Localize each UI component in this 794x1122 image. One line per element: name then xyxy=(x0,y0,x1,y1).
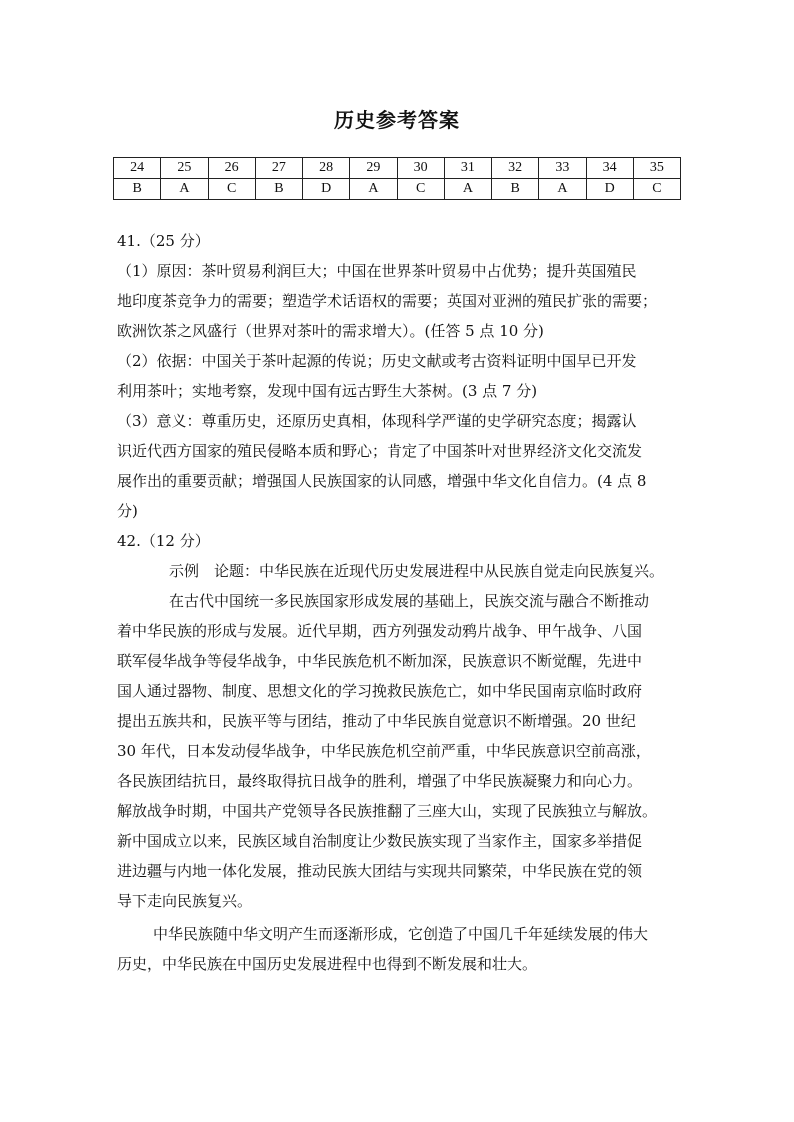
answer-cell: B xyxy=(492,179,539,200)
question-number-cell: 33 xyxy=(539,158,586,179)
question-number-cell: 31 xyxy=(444,158,491,179)
q42-conclusion-line: 历史，中华民族在中国历史发展进程中也得到不断发展和壮大。 xyxy=(117,955,538,973)
q42-essay-line: 导下走向民族复兴。 xyxy=(117,892,253,910)
question-number-cell: 24 xyxy=(114,158,161,179)
answer-cell: D xyxy=(303,179,350,200)
q41-part3-line: 展作出的重要贡献；增强国人民族国家的认同感，增强中华文化自信力。(4 点 8 xyxy=(117,472,647,490)
answer-cell: C xyxy=(208,179,255,200)
q42-essay-line: 解放战争时期，中国共产党领导各民族推翻了三座大山，实现了民族独立与解放。 xyxy=(117,802,658,820)
q42-essay-line: 提出五族共和，民族平等与团结，推动了中华民族自觉意识不断增强。20 世纪 xyxy=(117,712,636,730)
q42-topic-line: 示例 论题：中华民族在近现代历史发展进程中从民族自觉走向民族复兴。 xyxy=(169,562,665,580)
q42-essay-line: 各民族团结抗日，最终取得抗日战争的胜利，增强了中华民族凝聚力和向心力。 xyxy=(117,772,643,790)
answer-cell: A xyxy=(539,179,586,200)
answer-cell: B xyxy=(255,179,302,200)
q41-part2-line: （2）依据：中国关于茶叶起源的传说；历史文献或考古资料证明中国早已开发 xyxy=(117,352,637,370)
q42-heading: 42.（12 分） xyxy=(117,532,210,550)
question-number-cell: 26 xyxy=(208,158,255,179)
q42-essay-line: 30 年代，日本发动侵华战争，中华民族危机空前严重，中华民族意识空前高涨， xyxy=(117,742,651,760)
q41-part3-line: 识近代西方国家的殖民侵略本质和野心；肯定了中国茶叶对世界经济文化交流发 xyxy=(117,442,643,460)
q41-part1-line: （1）原因：茶叶贸易利润巨大；中国在世界茶叶贸易中占优势；提升英国殖民 xyxy=(117,262,637,280)
q42-essay-line: 新中国成立以来，民族区域自治制度让少数民族实现了当家作主，国家多举措促 xyxy=(117,832,643,850)
q42-essay-line: 国人通过器物、制度、思想文化的学习挽救民族危亡，如中华民国南京临时政府 xyxy=(117,682,643,700)
answer-cell: D xyxy=(586,179,633,200)
q42-essay-line: 在古代中国统一多民族国家形成发展的基础上，民族交流与融合不断推动 xyxy=(169,592,650,610)
answer-cell: A xyxy=(444,179,491,200)
answer-cell: C xyxy=(633,179,680,200)
page-title: 历史参考答案 xyxy=(334,108,460,132)
q41-part2-line: 利用茶叶；实地考察，发现中国有远古野生大茶树。(3 点 7 分) xyxy=(117,382,538,400)
question-number-cell: 28 xyxy=(303,158,350,179)
question-number-cell: 29 xyxy=(350,158,397,179)
q42-essay-line: 联军侵华战争等侵华战争，中华民族危机不断加深，民族意识不断觉醒，先进中 xyxy=(117,652,643,670)
answer-cell: C xyxy=(397,179,444,200)
answer-body xyxy=(117,226,687,979)
question-number-cell: 27 xyxy=(255,158,302,179)
question-number-cell: 35 xyxy=(633,158,680,179)
q41-part3-line: 分) xyxy=(117,502,138,520)
answer-cell: A xyxy=(161,179,208,200)
q41-part1-line: 地印度茶竞争力的需要；塑造学术话语权的需要；英国对亚洲的殖民扩张的需要； xyxy=(117,292,658,310)
question-number-cell: 34 xyxy=(586,158,633,179)
question-number-cell: 30 xyxy=(397,158,444,179)
q42-essay-line: 进边疆与内地一体化发展，推动民族大团结与实现共同繁荣，中华民族在党的领 xyxy=(117,862,643,880)
answer-cell: B xyxy=(114,179,161,200)
q41-heading: 41.（25 分） xyxy=(117,232,210,250)
q41-part1-line: 欧洲饮茶之风盛行（世界对茶叶的需求增大）。(任答 5 点 10 分) xyxy=(117,322,544,340)
question-number-cell: 25 xyxy=(161,158,208,179)
question-number-cell: 32 xyxy=(492,158,539,179)
answer-table xyxy=(113,157,681,200)
question-number-row xyxy=(114,158,681,179)
q41-part3-line: （3）意义：尊重历史，还原历史真相，体现科学严谨的史学研究态度；揭露认 xyxy=(117,412,637,430)
answer-row xyxy=(114,179,681,200)
answer-cell: A xyxy=(350,179,397,200)
q42-conclusion-line: 中华民族随中华文明产生而逐渐形成，它创造了中国几千年延续发展的伟大 xyxy=(153,925,649,943)
q42-essay-line: 着中华民族的形成与发展。近代早期，西方列强发动鸦片战争、甲午战争、八国 xyxy=(117,622,643,640)
